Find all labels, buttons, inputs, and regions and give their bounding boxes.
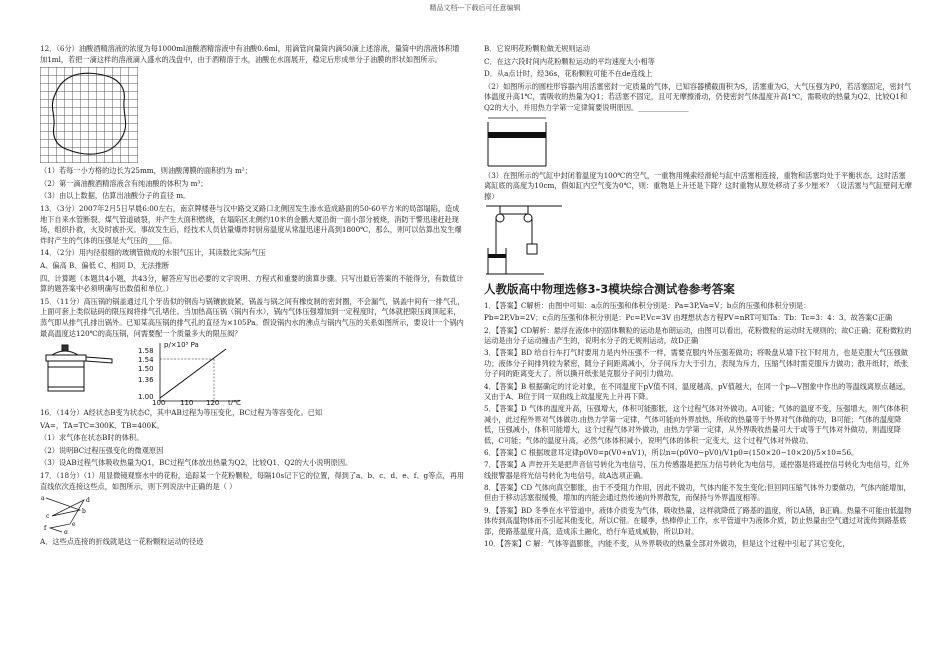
graph-x-tick: 120 <box>206 399 220 406</box>
graph-y-tick: 1.50 <box>138 365 154 374</box>
question-14-options: A、偏高 B、偏低 C、相同 D、无法推断 <box>40 260 170 270</box>
question-12: 12．（6分）油酸酒精溶液的浓度为每1000ml油酸酒精溶液中有油酸0.6ml，用滴管向量筒内滴50滴上述溶液，量筒中的溶液体积增加1ml，若把一滴这样的溶液滴入盛水的浅盘中，由于酒精溶于水，油酸在水面展开，稳定后形成单分子油膜的形状如图所示。 <box>40 44 460 64</box>
answer-item: 2．【答案】CD解析：悬浮在液体中的固体颗粒的运动是布朗运动，由图可以看出，花粉微粒的运动时无规则的；故C正确；花粉微粒的运动是由分子运动撞击产生的，说明水分子的无规则运动，故D正确 <box>484 325 912 346</box>
answer-item: 7．【答案】A 声控开关是把声音信号转化为电信号，压力传感器是把压力信号转化为电信号，遥控器是将遥控信号转化为电信号，红外线报警器是将光信号转化为电信号，故A选项正确。 <box>484 460 910 480</box>
answer-item: 10．【答案】C 解：气体等温膨胀，内能不变，从外界吸收的热量全部对外做功，但是这个过程中引起了其它变化， <box>484 538 850 548</box>
graph-y-tick: 1.58 <box>138 347 154 356</box>
question-16: 16．（14分）A经状态B变为状态C，其中AB过程为等压变化，BC过程为等容变化。已知 <box>40 408 323 418</box>
question-17-option-c: C．在这六段时间内花粉颗粒运动的平均速度大小相等 <box>484 56 655 66</box>
oil-film-grid-figure <box>40 67 138 163</box>
boiling-point-graph <box>138 341 241 405</box>
right-column <box>484 44 912 551</box>
question-14: 14．（2分）用内径很细的玻璃管做成的水银气压计，其读数比实际气压 <box>40 248 266 258</box>
pressure-cooker-figure <box>40 341 290 405</box>
answer-item: 3．【答案】BD 给自行车打气时要用力是内外压强不一样，需要克服内外压强差做功；将吸盘从墙下拉下时用力，也是克服大气压强做功；液体分子间排列较为紧密，随分子间距离减小，分子间斥力大于引力，表现为斥力，压缩气体时需克服斥力做功；散开纸时，纸张分子间的距离变大了，所以撕开纸张是克服分子间引力做功。 <box>484 348 909 379</box>
graph-x-tick: 100 <box>152 399 166 406</box>
point-label: f <box>44 525 47 533</box>
brownian-motion-figure <box>40 494 100 534</box>
point-label: g <box>64 529 68 535</box>
question-12-part-2: （2）第一滴油酸酒精溶液含有纯油酸的体积为 m³； <box>40 178 208 188</box>
point-label: c <box>46 513 50 521</box>
oil-film-outline <box>52 73 125 154</box>
question-17: 17．（18分）（1）用显微镜观察水中的花粉，追踪某一个花粉颗粒，每隔10s记下它的位置，得到了a、b、c、d、e、f、g等点，再用直线依次连接这些点，如图所示，则下列说法中正确的是（ ） <box>40 471 465 491</box>
question-17-option-d: D．从a点计时，经36s，花粉颗粒可能不在de连线上 <box>484 69 653 79</box>
answer-item: Pb=2P,Vb=2V；c点的压强和体积分别是：Pc=P,Vc=3V 由理想状态方程PV=nRT可知Ta：Tb：Tc=3：4：3。故答案C正确 <box>484 313 893 323</box>
question-15: 15．（11分）高压锅的锅盖通过几个牙齿似的钢齿与锅镶嵌旋紧，锅盖与锅之间有橡皮制的密封圈，不会漏气，锅盖中间有一排气孔，上面可套上类似砝码的限压阀将排气孔堵住。当加热高压锅（锅内有水），锅内气体压强增加到一定程度时，气体就把限压阀顶起来，蒸气即从排气孔排出锅外。已知某高压锅的排气孔的直径为×105Pa。假设锅内水的沸点与锅内气压的关系如图所示，要设计一个锅内最高温度达120℃的高压锅，问需要配一个质量多大的限压阀？ <box>40 296 465 338</box>
question-17-option-a: A．这些点连接的折线就是这一花粉颗粒运动的径迹 <box>40 537 204 547</box>
question-17-part-3: （3）在图所示的气缸中封闭着温度为100℃的空气，一重物用绳索经滑轮与缸中活塞相连接，重物和活塞均处于平衡状态，这时活塞离缸底的高度为10cm，假如缸内空气变为0℃，则：重物是上升还是下降？这时重物从原处移动了多少厘米？（设活塞与气缸壁间无摩擦） <box>484 170 912 201</box>
answer-key-title: 人教版高中物理选修3-3模块综合测试卷参考答案 <box>484 282 735 297</box>
question-12-part-1: （1）若每一小方格的边长为25mm，则油酸薄膜的面积约为 m²； <box>40 166 252 176</box>
graph-y-label: p/×10⁵ Pa <box>164 341 199 350</box>
point-label: b <box>82 508 86 516</box>
answer-item: 4．【答案】B 根据确定的讨论对象，在不同温度下pV值不同，温度越高，pV值越大，在同一个p—V图象中作出的等温线离原点越远，又由于A、B位于同一双曲线上故温度先上升再下降。 <box>484 381 911 402</box>
pressure-cooker-drawing <box>46 345 112 391</box>
answer-item: 1．【答案】C解析：由图中可知：a点的压强和体积分别是：Pa=3P,Va=V；b点的压强和体积分别是： <box>484 301 811 311</box>
pulley-right <box>524 214 532 222</box>
point-label: a <box>41 495 45 503</box>
question-12-part-3: （3）由以上数据，估算出油酸分子的直径 m。 <box>40 191 191 201</box>
answer-item: 8．【答案】CD 气体向真空膨胀，由于不受阻力作用，因此不做功，气体内能不发生变化;但回同压缩气体外力要做功，气体内能增加，但由于移动活塞很缓慢，增加的内能会通过热传递向外界散发，而保持与外界温度相等。 <box>484 482 911 503</box>
answer-list <box>484 301 912 549</box>
particle-path <box>46 498 84 535</box>
question-13: 13．（3分）2007年2月5日早晨6:00左右，南京牌楼巷与汉中路交叉路口北侧因发生渗水造成路面的50-60平方米的局部塌陷，造成地下自来水管断裂、煤气管道破裂，并产生大面积燃烧，在塌陷区北侧约10米的金鹏大厦沿街一面小部分被烧，消防干警迅速赶赴现场，组织扑救，火及时被扑灭。事故发生后，经技术人员估量爆炸时厨房温度从常温迅速升高到1800℃，那么，则可以估算出发生爆炸时产生的气体的压强是大气压的____倍。 <box>40 203 462 245</box>
left-column <box>40 44 465 550</box>
question-16-part-3: （3）设AB过程气体吸收热量为Q1，BC过程气体放出热量为Q2，比较Q1、Q2的大小说明原因。 <box>40 458 353 468</box>
question-16-part-1: （1）求气体在状态B时的体积。 <box>40 433 144 443</box>
graph-x-tick: 110 <box>180 399 194 406</box>
graph-x-label: t/℃ <box>228 399 241 406</box>
cylinder-piston <box>488 254 506 258</box>
question-16-part-2: （2）说明BC过程压强变化的微观原因 <box>40 445 164 455</box>
answer-item: 6．【答案】C 根据玻意耳定律p0V0=p(V0+nV1)，所以n=(p0V0−pV0)/V1p0=(150×20−10×20)/5×10=56。 <box>484 448 859 458</box>
question-17-part-2: （2）如图所示的圆柱形容器内用活塞密封一定质量的气体，已知容器横截面积为S，活塞重为G，大气压强为P0，若活塞固定，密封气体温度升高1℃，需吸收的热量为Q1；若活塞不固定，且可无摩擦滑动，仍使密封气体温度升高1℃，需吸收的热量为Q2，比较Q1和Q2的大小，并用热力学第一定律简要说明原因。______________ <box>484 81 912 112</box>
piston <box>488 132 546 138</box>
answer-item: 9．【答案】BD 冬季在水平管道中，液体介质变为气体，吸收热量，这样就降低了路基的温度，所以A错，B正确。热量不可能由低温物体传到高温物体而不引起其他变化，所以C错。在暖季，热棒停止工作，水平管道中为液体介质，防止热量由空气通过对流传到路基底部，使路基温度升高，造成冻土融化，给行车造成威胁，所以D对。 <box>484 505 912 536</box>
cylinder-piston-figure <box>484 116 554 168</box>
graph-y-tick: 1.00 <box>138 393 154 402</box>
grid-lines <box>40 67 138 163</box>
answer-item: 5．【答案】D 气体的温度升高，压强增大，体积可能膨胀，这个过程气体对外做功。A可能；气体的温度不变，压强增大，则气体体积减小，此过程外界对气体做功.由热力学第一定律，气体可能向外界放热，所收的热量等于外界对气体做的功，B可能；气体的温度降低，压强减小，体积可能增大，这个过程气体对外做功，由热力学第一定律，从外界吸收热量可大于或等于气体对外做功，则温度降低，C可能；气体的温度升高，必然气体体积减小，说明气体的体积一定变大，这个过程气体对外做功。 <box>484 404 908 445</box>
page-header: 精品文档---下载后可任意编辑 <box>429 4 521 12</box>
question-17-option-b: B．它说明花粉颗粒做无规则运动 <box>484 44 590 53</box>
point-label: e <box>72 521 76 529</box>
graph-y-tick: 1.54 <box>138 356 154 365</box>
point-label: d <box>86 497 90 505</box>
section-4-instructions: 四、计算题（本题共4小题，共43分，解答应写出必要的文字说明、方程式和重要的演算步骤。只写出最后答案的不能得分，有数值计算的题答案中必须明确写出数值和单位。） <box>40 273 464 294</box>
weight-block <box>527 244 537 254</box>
cylinder-pulley-figure <box>484 204 564 276</box>
container <box>488 122 546 166</box>
pulley-left <box>496 214 504 222</box>
graph-y-tick: 1.36 <box>138 376 154 385</box>
question-16-data: VA=，TA=TC=300K、TB=400K。 <box>40 420 164 430</box>
